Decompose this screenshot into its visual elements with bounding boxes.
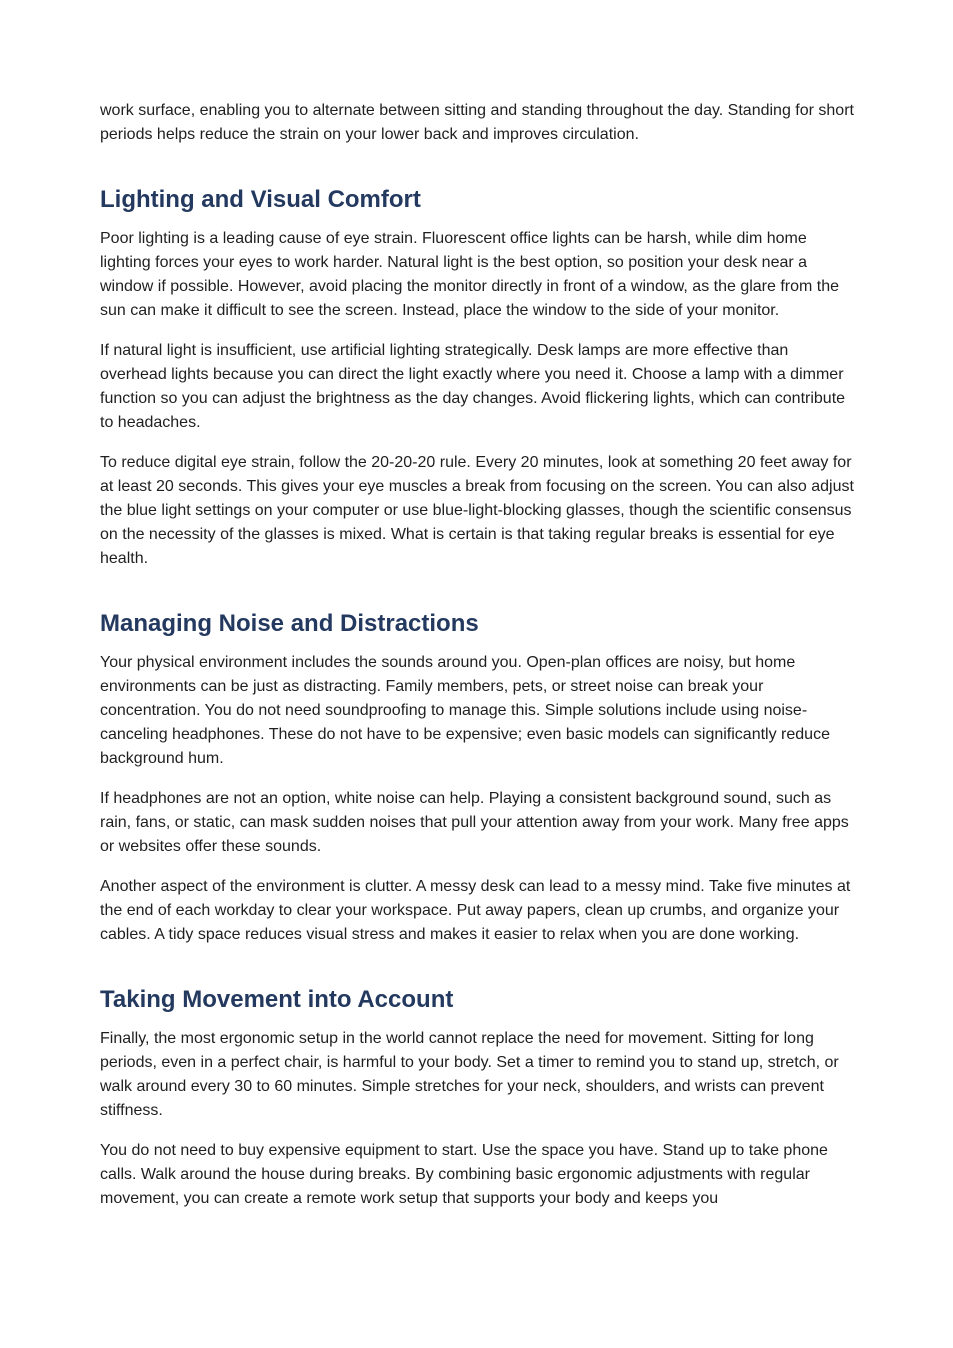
section-heading: Managing Noise and Distractions	[100, 610, 479, 637]
section-lighting	[100, 185, 856, 571]
body-paragraph: Finally, the most ergonomic setup in the world cannot replace the need for movement. Sitting for long periods, even in a perfect chair, is harmful to your body. Set a timer to remind you to stand up, stretch, or walk around every 30 to 60 minutes. Simple stretches for your neck, shoulders, and wrists can prevent stiffness.	[100, 1030, 839, 1119]
body-paragraph: Another aspect of the environment is clutter. A messy desk can lead to a messy mind. Take five minutes at the end of each workday to clear your workspace. Put away papers, clean up crumbs, and organize your cables. A tidy space reduces visual stress and makes it easier to relax when you are done working.	[100, 878, 851, 943]
section-movement	[100, 985, 856, 1211]
intro-paragraph: work surface, enabling you to alternate between sitting and standing throughout the day. Standing for short periods helps reduce the strain on your lower back and improves circulation.	[100, 102, 854, 143]
body-paragraph: You do not need to buy expensive equipment to start. Use the space you have. Stand up to take phone calls. Walk around the house during breaks. By combining basic ergonomic adjustments with regular movement, you can create a remote work setup that supports your body and keeps you	[100, 1142, 828, 1207]
body-paragraph: To reduce digital eye strain, follow the 20-20-20 rule. Every 20 minutes, look at something 20 feet away for at least 20 seconds. This gives your eye muscles a break from focusing on the screen. You can also adjust the blue light settings on your computer or use blue-light-blocking glasses, though the scientific consensus on the necessity of the glasses is mixed. What is certain is that taking regular breaks is essential for eye health.	[100, 454, 854, 567]
body-paragraph: If headphones are not an option, white noise can help. Playing a consistent background sound, such as rain, fans, or static, can mask sudden noises that pull your attention away from your work. Many free apps or websites offer these sounds.	[100, 790, 849, 855]
body-paragraph: If natural light is insufficient, use artificial lighting strategically. Desk lamps are more effective than overhead lights because you can direct the light exactly where you need it. Choose a lamp with a dimmer function so you can adjust the brightness as the day changes. Avoid flickering lights, which can contribute to headaches.	[100, 342, 846, 431]
body-paragraph: Your physical environment includes the sounds around you. Open-plan offices are noisy, but home environments can be just as distracting. Family members, pets, or street noise can break your concentration. You do not need soundproofing to manage this. Simple solutions include using noise-canceling headphones. These do not have to be expensive; even basic models can significantly reduce background hum.	[100, 654, 830, 767]
section-noise	[100, 609, 856, 947]
section-heading: Taking Movement into Account	[100, 986, 454, 1013]
document-page	[100, 99, 856, 1227]
body-paragraph: Poor lighting is a leading cause of eye strain. Fluorescent office lights can be harsh, while dim home lighting forces your eyes to work harder. Natural light is the best option, so position your desk near a window if possible. However, avoid placing the monitor directly in front of a window, as the glare from the sun can make it difficult to see the screen. Instead, place the window to the side of your monitor.	[100, 230, 840, 319]
section-heading: Lighting and Visual Comfort	[100, 186, 421, 213]
